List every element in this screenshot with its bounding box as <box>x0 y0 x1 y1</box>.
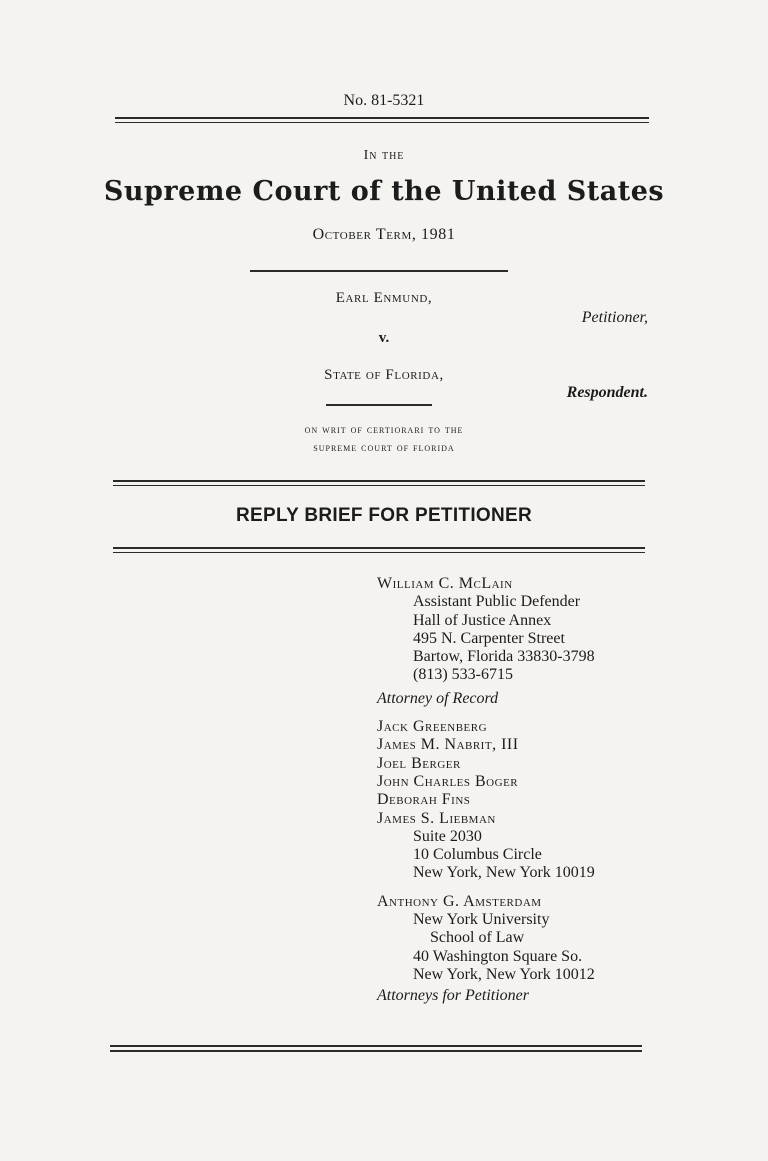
writ-line-1: on writ of certiorari to the <box>304 422 464 436</box>
team-address-line: New York, New York 10019 <box>413 864 595 882</box>
amsterdam-address-line: School of Law <box>430 929 525 947</box>
record-address-line: 495 N. Carpenter Street <box>413 629 565 647</box>
record-address-line: (813) 533-6715 <box>413 666 513 684</box>
writ-line-2: supreme court of florida <box>313 440 455 454</box>
brief-title: REPLY BRIEF FOR PETITIONER <box>235 505 532 526</box>
amsterdam-address-line: New York, New York 10012 <box>413 965 595 983</box>
court-term: October Term, 1981 <box>312 226 456 243</box>
term-rule <box>250 270 508 272</box>
record-address-line: Hall of Justice Annex <box>413 611 552 629</box>
team-address-line: Suite 2030 <box>413 827 482 845</box>
petitioner-name: Earl Enmund, <box>335 290 433 306</box>
counsel-name: Joel Berger <box>377 754 461 772</box>
team-address-line: 10 Columbus Circle <box>413 846 542 864</box>
top-rule-thick <box>115 117 649 119</box>
counsel-name: John Charles Boger <box>377 772 519 790</box>
title-rule-top-1 <box>113 480 645 482</box>
title-rule-bottom-2 <box>113 552 645 553</box>
court-prefix: In the <box>363 148 405 163</box>
top-rule-thin <box>115 122 649 123</box>
counsel-name: Jack Greenberg <box>377 718 488 736</box>
docket-number: No. 81-5321 <box>343 92 425 109</box>
amsterdam-name: Anthony G. Amsterdam <box>377 892 542 910</box>
petitioner-role: Petitioner, <box>581 309 648 326</box>
respondent-name: State of Florida, <box>324 367 444 383</box>
counsel-name: James S. Liebman <box>377 809 496 827</box>
attorneys-for-petitioner-label: Attorneys for Petitioner <box>377 987 529 1005</box>
versus: v. <box>378 330 390 346</box>
record-address-line: Assistant Public Defender <box>413 593 581 611</box>
record-address-line: Bartow, Florida 33830-3798 <box>413 648 595 666</box>
respondent-role: Respondent. <box>566 384 648 401</box>
counsel-name: Deborah Fins <box>377 791 471 809</box>
title-rule-bottom-1 <box>113 547 645 549</box>
court-name: Supreme Court of the United States <box>103 176 665 207</box>
attorney-of-record-name: William C. McLain <box>377 575 513 592</box>
amsterdam-address-line: 40 Washington Square So. <box>413 947 583 965</box>
counsel-block <box>377 575 677 1006</box>
footer-rule-1 <box>110 1045 642 1047</box>
footer-rule-2 <box>110 1050 642 1052</box>
title-rule-top-2 <box>113 485 645 486</box>
amsterdam-address-line: New York University <box>413 911 550 929</box>
counsel-name: James M. Nabrit, III <box>377 736 519 754</box>
party-rule <box>326 404 432 406</box>
attorney-of-record-label: Attorney of Record <box>377 689 499 707</box>
